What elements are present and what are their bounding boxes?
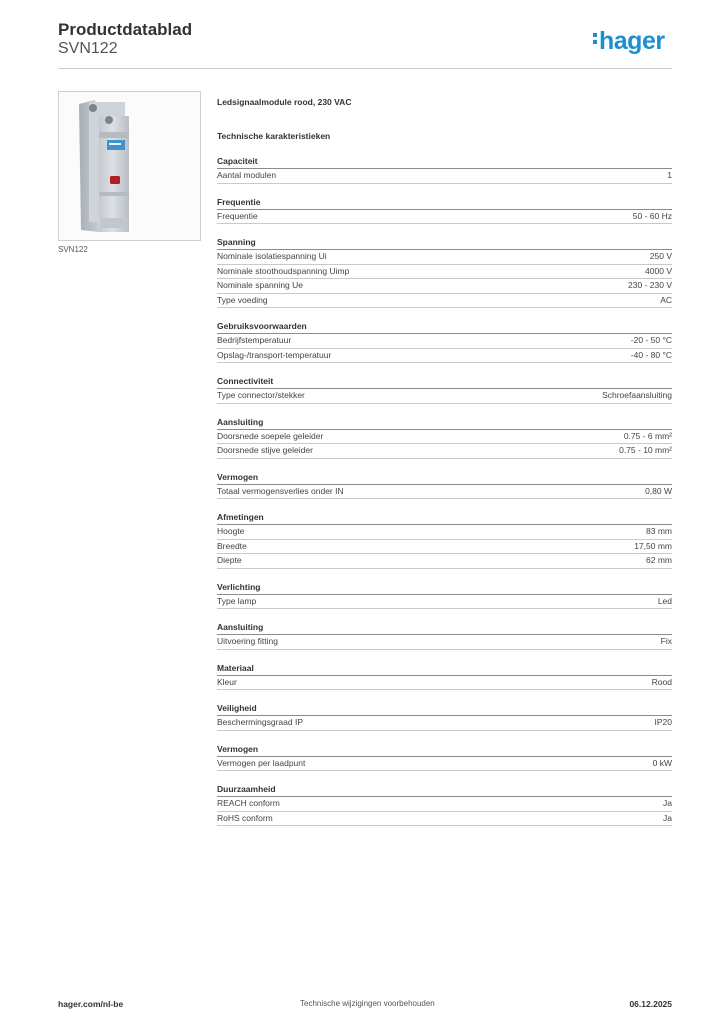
spec-group [217, 320, 672, 363]
spec-group [217, 471, 672, 500]
spec-label: Totaal vermogensverlies onder IN [217, 485, 344, 496]
spec-value: Rood [651, 676, 672, 687]
spec-label: Type voeding [217, 294, 268, 305]
spec-value: 50 - 60 Hz [632, 210, 672, 221]
spec-label: Diepte [217, 555, 242, 565]
spec-row [217, 540, 672, 555]
spec-label: Kleur [217, 676, 237, 687]
spec-row [217, 250, 672, 265]
spec-label: Aantal modulen [217, 170, 277, 180]
spec-group [217, 236, 672, 308]
spec-row [217, 485, 672, 500]
spec-row [217, 676, 672, 691]
spec-content [217, 97, 672, 826]
spec-row [217, 595, 672, 610]
spec-label: Breedte [217, 540, 247, 551]
spec-value: 4000 V [645, 265, 672, 276]
spec-value: Ja [663, 798, 672, 808]
spec-group-title: Veiligheid [217, 702, 672, 716]
spec-groups [217, 155, 672, 826]
spec-value: -20 - 50 °C [630, 335, 672, 345]
spec-row [217, 444, 672, 459]
spec-group-title: Verlichting [217, 581, 672, 595]
spec-value: -40 - 80 °C [630, 349, 672, 360]
spec-group-title: Frequentie [217, 196, 672, 210]
spec-label: Frequentie [217, 210, 258, 221]
product-image [58, 91, 201, 241]
spec-value: Fix [660, 636, 672, 646]
spec-group [217, 743, 672, 772]
logo-colon-icon [593, 30, 599, 47]
product-image-caption: SVN122 [58, 245, 88, 254]
footer-notice: Technische wijzigingen voorbehouden [300, 999, 435, 1008]
spec-row [217, 334, 672, 349]
spec-row [217, 716, 672, 731]
spec-row [217, 389, 672, 404]
spec-value: Schroefaansluiting [602, 390, 672, 400]
spec-group-title: Aansluiting [217, 416, 672, 430]
spec-group [217, 783, 672, 826]
spec-group [217, 621, 672, 650]
spec-label: Doorsnede soepele geleider [217, 430, 324, 441]
spec-row [217, 635, 672, 650]
spec-label: Nominale stoothoudspanning Uimp [217, 265, 350, 276]
spec-group [217, 155, 672, 184]
document-title: Productdatablad [58, 20, 193, 39]
spec-group-title: Capaciteit [217, 155, 672, 169]
spec-row [217, 812, 672, 827]
spec-value: 250 V [649, 251, 672, 261]
spec-label: RoHS conform [217, 812, 273, 823]
spec-row [217, 757, 672, 772]
spec-row [217, 525, 672, 540]
spec-label: Beschermingsgraad IP [217, 717, 303, 727]
spec-value: 62 mm [646, 555, 672, 565]
spec-label: Hoogte [217, 526, 245, 536]
spec-label: Uitvoering fitting [217, 636, 278, 646]
spec-row [217, 797, 672, 812]
hager-logo [593, 27, 665, 56]
spec-group [217, 375, 672, 404]
spec-label: Type connector/stekker [217, 390, 305, 400]
spec-label: REACH conform [217, 798, 280, 808]
spec-row [217, 210, 672, 225]
spec-label: Opslag-/transport-temperatuur [217, 349, 332, 360]
spec-row [217, 349, 672, 364]
spec-group-title: Gebruiksvoorwaarden [217, 320, 672, 334]
spec-group-title: Materiaal [217, 662, 672, 676]
section-heading: Technische karakteristieken [217, 131, 331, 141]
spec-value: IP20 [654, 717, 672, 727]
spec-row [217, 430, 672, 445]
spec-label: Vermogen per laadpunt [217, 757, 306, 768]
spec-group-title: Spanning [217, 236, 672, 250]
spec-value: 0.75 - 10 mm² [619, 445, 672, 455]
product-name: Ledsignaalmodule rood, 230 VAC [217, 97, 352, 107]
spec-value: AC [660, 294, 672, 305]
spec-group-title: Duurzaamheid [217, 783, 672, 797]
spec-group-title: Vermogen [217, 743, 672, 757]
spec-value: Led [657, 595, 672, 606]
spec-value: 1 [667, 170, 672, 180]
document-subtitle: SVN122 [58, 40, 118, 57]
spec-row [217, 169, 672, 184]
spec-value: 0 kW [652, 757, 672, 768]
spec-row [217, 554, 672, 569]
spec-row [217, 294, 672, 309]
spec-group-title: Aansluiting [217, 621, 672, 635]
spec-group [217, 511, 672, 569]
spec-value: Ja [663, 812, 672, 823]
header-divider [58, 68, 672, 69]
spec-group [217, 196, 672, 225]
spec-value: 230 - 230 V [628, 280, 672, 290]
spec-value: 0,80 W [645, 485, 672, 496]
spec-group [217, 662, 672, 691]
spec-group-title: Vermogen [217, 471, 672, 485]
spec-label: Nominale spanning Ue [217, 280, 303, 290]
din-rail-module-illustration [59, 92, 200, 240]
footer-date: 06.12.2025 [629, 999, 672, 1009]
spec-label: Bedrijfstemperatuur [217, 335, 292, 345]
spec-group [217, 581, 672, 610]
footer-website-link[interactable]: hager.com/nl-be [58, 999, 124, 1009]
logo-text: hager [599, 27, 665, 55]
spec-value: 0.75 - 6 mm² [623, 430, 672, 441]
spec-row [217, 265, 672, 280]
spec-label: Type lamp [217, 595, 257, 606]
spec-group [217, 416, 672, 459]
spec-group [217, 702, 672, 731]
spec-value: 17,50 mm [634, 540, 672, 551]
spec-label: Doorsnede stijve geleider [217, 445, 313, 455]
spec-group-title: Afmetingen [217, 511, 672, 525]
spec-value: 83 mm [646, 526, 672, 536]
spec-row [217, 279, 672, 294]
spec-group-title: Connectiviteit [217, 375, 672, 389]
spec-label: Nominale isolatiespanning Ui [217, 251, 327, 261]
